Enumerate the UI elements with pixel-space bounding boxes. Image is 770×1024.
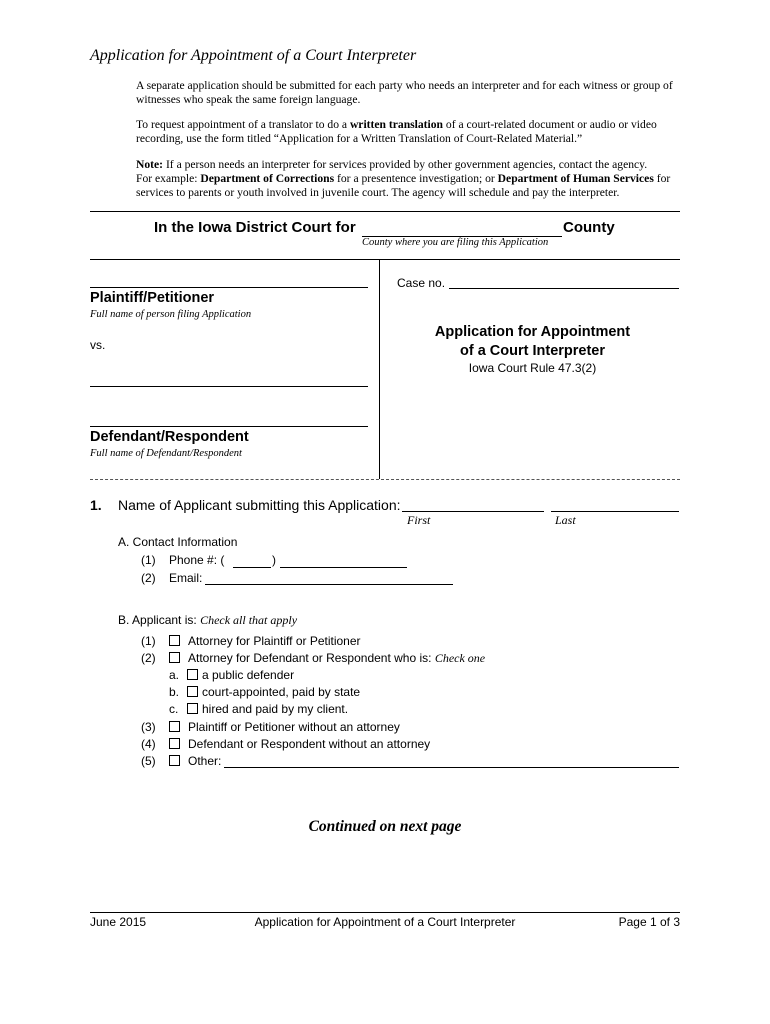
page-title: Application for Appointment of a Court Interpreter [90, 47, 417, 64]
plaintiff-no-attorney-label: Plaintiff or Petitioner without an attorney [188, 720, 400, 734]
area-code-field[interactable] [233, 567, 271, 568]
other-field[interactable] [224, 767, 679, 768]
footer-date: June 2015 [90, 915, 147, 929]
contact-info-label: A. Contact Information [118, 535, 238, 549]
first-name-field[interactable] [402, 511, 544, 512]
attorney-plaintiff-label: Attorney for Plaintiff or Petitioner [188, 634, 361, 648]
note-paragraph [136, 158, 684, 200]
subitem-c-index: c. [169, 702, 179, 716]
defendant-subtitle: Full name of Defendant/Respondent [90, 448, 242, 459]
item-5-index: (5) [141, 754, 156, 768]
defendant-label: Defendant/Respondent [90, 429, 249, 445]
vs-label: vs. [90, 338, 106, 352]
dept-human-services: Department of Human Services [497, 172, 654, 185]
plaintiff-label: Plaintiff/Petitioner [90, 290, 215, 306]
note-text-end: for services to parents or youth involved in juvenile court. The agency will schedule and pay the interpreter. [136, 172, 671, 199]
phone-close-paren: ) [272, 553, 276, 567]
email-field[interactable] [205, 584, 453, 585]
other-checkbox[interactable] [169, 755, 180, 766]
plaintiff-subtitle: Full name of person filing Application [90, 309, 252, 320]
court-appointed-checkbox[interactable] [187, 686, 198, 697]
last-name-caption: Last [555, 513, 576, 527]
case-no-field[interactable] [449, 288, 679, 289]
court-prefix: In the Iowa District Court for [154, 219, 356, 236]
attorney-defendant-text: Attorney for Defendant or Respondent who is: [188, 651, 432, 665]
applicant-is-text: B. Applicant is: [118, 613, 197, 627]
applicant-name-label: Name of Applicant submitting this Application: [118, 497, 401, 513]
item-2-index: (2) [141, 651, 156, 665]
footer-title: Application for Appointment of a Court Interpreter [254, 915, 516, 929]
applicant-is-hint: Check all that apply [200, 613, 298, 627]
case-no-label: Case no. [397, 276, 446, 290]
court-appointed-label: court-appointed, paid by state [202, 685, 361, 699]
note-label: Note: [136, 158, 164, 171]
other-label: Other: [188, 754, 222, 768]
court-rule: Iowa Court Rule 47.3(2) [468, 361, 597, 375]
footer-page-number: Page 1 of 3 [618, 915, 680, 929]
hired-paid-label: hired and paid by my client. [202, 702, 349, 716]
first-name-caption: First [407, 513, 431, 527]
attorney-defendant-checkbox[interactable] [169, 652, 180, 663]
defendant-name-field-2[interactable] [90, 426, 368, 427]
intro-paragraph: A separate application should be submitted for each party who needs an interpreter and for each witness or group of witnesses who speak the same foreign language. [136, 79, 673, 106]
form-title-line-1: Application for Appointment [434, 324, 631, 340]
form-title [380, 323, 685, 361]
note-text-mid: for a presentence investigation; or [334, 172, 498, 185]
attorney-defendant-label [188, 651, 485, 666]
defendant-name-field-1[interactable] [90, 386, 368, 387]
subitem-b-index: b. [169, 685, 180, 699]
top-divider [90, 211, 680, 212]
last-name-field[interactable] [551, 511, 679, 512]
continued-notice: Continued on next page [308, 818, 462, 835]
form-title-line-2: of a Court Interpreter [459, 343, 605, 359]
item-3-index: (3) [141, 720, 156, 734]
caption-top-rule [90, 259, 680, 260]
item-4-index: (4) [141, 737, 156, 751]
defendant-no-attorney-label: Defendant or Respondent without an attorney [188, 737, 431, 751]
plaintiff-no-attorney-checkbox[interactable] [169, 721, 180, 732]
email-index: (2) [141, 571, 156, 585]
court-suffix: County [563, 219, 615, 236]
applicant-is-label [118, 613, 297, 628]
caption-bottom-rule [90, 479, 680, 480]
hired-paid-checkbox[interactable] [187, 703, 198, 714]
footer-rule [90, 912, 680, 913]
phone-label: Phone #: ( [169, 553, 225, 567]
item-1-index: (1) [141, 634, 156, 648]
dept-corrections: Department of Corrections [200, 172, 335, 185]
note-example: For example: [136, 172, 201, 185]
check-one-hint: Check one [434, 651, 486, 665]
translation-text-end: of a court-related document or audio or video recording, use the form titled “Application for a Written Translation of Court-Related Material.” [136, 118, 657, 145]
subitem-a-index: a. [169, 668, 180, 682]
note-text: If a person needs an interpreter for services provided by other government agencies, contact the agency. [163, 158, 648, 171]
phone-field[interactable] [280, 567, 407, 568]
section-1-number: 1. [90, 497, 102, 513]
written-translation-bold: written translation [349, 118, 443, 131]
translation-paragraph [136, 118, 684, 146]
public-defender-label: a public defender [202, 668, 295, 682]
defendant-no-attorney-checkbox[interactable] [169, 738, 180, 749]
plaintiff-name-field[interactable] [90, 287, 368, 288]
translation-text: To request appointment of a translator to do a [136, 118, 350, 131]
phone-number-index: (1) [141, 553, 156, 567]
public-defender-checkbox[interactable] [187, 669, 198, 680]
county-caption: County where you are filing this Application [362, 237, 549, 248]
attorney-plaintiff-checkbox[interactable] [169, 635, 180, 646]
email-label: Email: [169, 571, 203, 585]
